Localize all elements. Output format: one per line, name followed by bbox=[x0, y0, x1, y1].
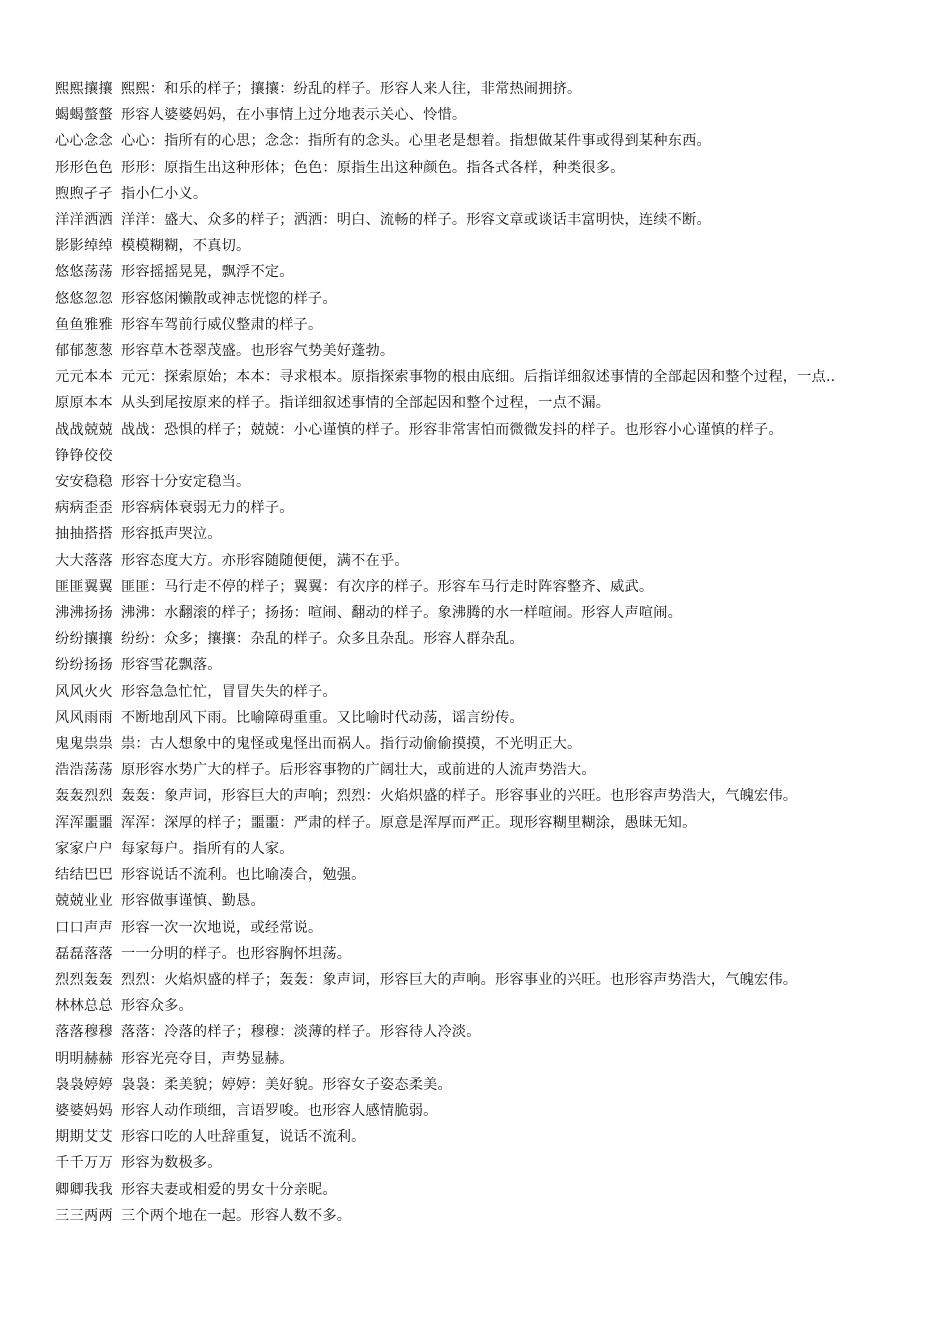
idiom-entry bbox=[55, 1124, 905, 1150]
idiom-term: 抽抽搭搭 bbox=[55, 526, 113, 543]
idiom-definition: 轰轰：象声词，形容巨大的声响；烈烈：火焰炽盛的样子。形容事业的兴旺。也形容声势浩大，气魄宏伟。 bbox=[120, 788, 798, 805]
idiom-term: 悠悠荡荡 bbox=[55, 264, 113, 281]
idiom-term: 悠悠忽忽 bbox=[55, 290, 113, 307]
idiom-definition: 形容为数极多。 bbox=[120, 1155, 222, 1172]
idiom-term: 鬼鬼祟祟 bbox=[55, 736, 113, 753]
idiom-entry bbox=[55, 626, 905, 652]
idiom-definition: 原形容水势广大的样子。后形容事物的广阔壮大，或前进的人流声势浩大。 bbox=[120, 762, 596, 779]
idiom-term: 家家户户 bbox=[55, 840, 113, 857]
idiom-term: 卿卿我我 bbox=[55, 1181, 113, 1198]
idiom-definition: 模模糊糊，不真切。 bbox=[120, 238, 251, 255]
idiom-term: 婆婆妈妈 bbox=[55, 1102, 113, 1119]
idiom-definition: 熙熙：和乐的样子；攘攘：纷乱的样子。形容人来人往，非常热闹拥挤。 bbox=[120, 81, 582, 97]
idiom-entry bbox=[55, 417, 905, 443]
idiom-term: 安安稳稳 bbox=[55, 474, 113, 491]
idiom-definition: 指小仁小义。 bbox=[120, 185, 208, 202]
idiom-definition: 心心：指所有的心思；念念：指所有的念头。心里老是想着。指想做某件事或得到某种东西。 bbox=[120, 133, 711, 150]
idiom-definition: 形容雪花飘落。 bbox=[120, 657, 222, 674]
idiom-term: 原原本本 bbox=[55, 395, 113, 412]
idiom-definition: 形容悠闲懒散或神志恍惚的样子。 bbox=[120, 290, 337, 307]
idiom-term: 风风雨雨 bbox=[55, 709, 113, 726]
idiom-entry bbox=[55, 259, 905, 285]
idiom-entry bbox=[55, 364, 905, 390]
idiom-definition: 形容光亮夺目，声势显赫。 bbox=[120, 1050, 294, 1067]
idiom-term: 沸沸扬扬 bbox=[55, 605, 113, 622]
idiom-entry bbox=[55, 338, 905, 364]
idiom-entry bbox=[55, 1098, 905, 1124]
idiom-entry bbox=[55, 888, 905, 914]
idiom-term: 鱼鱼雅雅 bbox=[55, 316, 113, 333]
idiom-definition: 纷纷：众多；攘攘：杂乱的样子。众多且杂乱。形容人群杂乱。 bbox=[120, 631, 524, 648]
idiom-term: 袅袅婷婷 bbox=[55, 1076, 113, 1093]
idiom-entry bbox=[55, 495, 905, 521]
idiom-definition: 形容夫妻或相爱的男女十分亲昵。 bbox=[120, 1181, 337, 1198]
idiom-definition: 形容车驾前行威仪整肃的样子。 bbox=[120, 316, 323, 333]
idiom-definition: 每家每户。指所有的人家。 bbox=[120, 840, 294, 857]
idiom-definition: 形容摇摇晃晃，飘浮不定。 bbox=[120, 264, 294, 281]
idiom-entry bbox=[55, 941, 905, 967]
idiom-entry bbox=[55, 993, 905, 1019]
idiom-entry bbox=[55, 967, 905, 993]
idiom-entry bbox=[55, 862, 905, 888]
idiom-entry bbox=[55, 286, 905, 312]
idiom-entry bbox=[55, 469, 905, 495]
idiom-term: 浩浩荡荡 bbox=[55, 762, 113, 779]
idiom-term: 烈烈轰轰 bbox=[55, 971, 113, 988]
idiom-entry bbox=[55, 233, 905, 259]
idiom-definition: 洋洋：盛大、众多的样子；洒洒：明白、流畅的样子。形容文章或谈话丰富明快，连续不断。 bbox=[120, 212, 711, 229]
idiom-definition: 形容做事谨慎、勤恳。 bbox=[120, 893, 265, 910]
idiom-definition: 不断地刮风下雨。比喻障碍重重。又比喻时代动荡，谣言纷传。 bbox=[120, 709, 524, 726]
idiom-term: 病病歪歪 bbox=[55, 500, 113, 517]
idiom-entry bbox=[55, 783, 905, 809]
idiom-definition: 形容口吃的人吐辞重复，说话不流利。 bbox=[120, 1129, 366, 1146]
idiom-term: 郁郁葱葱 bbox=[55, 343, 113, 360]
idiom-entry bbox=[55, 102, 905, 128]
idiom-entry bbox=[55, 1019, 905, 1045]
idiom-term: 煦煦孑孑 bbox=[55, 185, 113, 202]
idiom-definition: 形容一次一次地说，或经常说。 bbox=[120, 919, 323, 936]
idiom-entry bbox=[55, 76, 905, 102]
idiom-definition: 形形：原指生出这种形体；色色：原指生出这种颜色。指各式各样，种类很多。 bbox=[120, 159, 625, 176]
idiom-entry bbox=[55, 181, 905, 207]
idiom-definition: 从头到尾按原来的样子。指详细叙述事情的全部起因和整个过程，一点不漏。 bbox=[120, 395, 611, 412]
idiom-entry bbox=[55, 443, 905, 469]
idiom-entry bbox=[55, 757, 905, 783]
idiom-entry bbox=[55, 1150, 905, 1176]
idiom-definition: 形容急急忙忙，冒冒失失的样子。 bbox=[120, 683, 337, 700]
idiom-term: 大大落落 bbox=[55, 552, 113, 569]
idiom-definition: 形容态度大方。亦形容随随便便，满不在乎。 bbox=[120, 552, 409, 569]
idiom-term: 结结巴巴 bbox=[55, 867, 113, 884]
idiom-definition: 形容说话不流利。也比喻凑合，勉强。 bbox=[120, 867, 366, 884]
idiom-term: 期期艾艾 bbox=[55, 1129, 113, 1146]
idiom-term: 落落穆穆 bbox=[55, 1024, 113, 1041]
idiom-entry bbox=[55, 915, 905, 941]
idiom-term: 千千万万 bbox=[55, 1155, 113, 1172]
idiom-entry bbox=[55, 390, 905, 416]
idiom-entry bbox=[55, 1072, 905, 1098]
idiom-definition: 形容人动作琐细，言语罗唆。也形容人感情脆弱。 bbox=[120, 1102, 438, 1119]
idiom-term: 铮铮佼佼 bbox=[55, 447, 113, 464]
idiom-definition: 战战：恐惧的样子；兢兢：小心谨慎的样子。形容非常害怕而微微发抖的样子。也形容小心谨慎的样子。 bbox=[120, 421, 783, 438]
idiom-definition: 一一分明的样子。也形容胸怀坦荡。 bbox=[120, 945, 352, 962]
idiom-term: 浑浑噩噩 bbox=[55, 814, 113, 831]
idiom-term: 三三两两 bbox=[55, 1207, 113, 1224]
idiom-entry bbox=[55, 810, 905, 836]
idiom-entry bbox=[55, 731, 905, 757]
idiom-term: 纷纷扬扬 bbox=[55, 657, 113, 674]
idiom-entry bbox=[55, 548, 905, 574]
idiom-term: 纷纷攘攘 bbox=[55, 631, 113, 648]
idiom-definition: 元元：探索原始；本本：寻求根本。原指探索事物的根由底细。后指详细叙述事情的全部起因和整个过程，一点.. bbox=[120, 369, 836, 386]
idiom-entry bbox=[55, 1046, 905, 1072]
idiom-entry bbox=[55, 679, 905, 705]
idiom-term: 匪匪翼翼 bbox=[55, 578, 113, 595]
idiom-term: 磊磊落落 bbox=[55, 945, 113, 962]
idiom-entry bbox=[55, 128, 905, 154]
idiom-definition: 形容病体衰弱无力的样子。 bbox=[120, 500, 294, 517]
idiom-term: 熙熙攘攘 bbox=[55, 81, 113, 97]
idiom-entry bbox=[55, 521, 905, 547]
idiom-term: 战战兢兢 bbox=[55, 421, 113, 438]
idiom-entry bbox=[55, 207, 905, 233]
idiom-entry bbox=[55, 1177, 905, 1203]
idiom-term: 形形色色 bbox=[55, 159, 113, 176]
idiom-term: 兢兢业业 bbox=[55, 893, 113, 910]
idiom-definition: 祟：古人想象中的鬼怪或鬼怪出而祸人。指行动偷偷摸摸，不光明正大。 bbox=[120, 736, 582, 753]
idiom-definition: 形容众多。 bbox=[120, 998, 193, 1015]
idiom-entry bbox=[55, 836, 905, 862]
idiom-entry bbox=[55, 155, 905, 181]
idiom-list bbox=[55, 76, 905, 1229]
idiom-entry bbox=[55, 1203, 905, 1229]
idiom-definition: 形容十分安定稳当。 bbox=[120, 474, 251, 491]
idiom-term: 元元本本 bbox=[55, 369, 113, 386]
idiom-term: 风风火火 bbox=[55, 683, 113, 700]
idiom-definition: 浑浑：深厚的样子；噩噩：严肃的样子。原意是浑厚而严正。现形容糊里糊涂，愚昧无知。 bbox=[120, 814, 697, 831]
idiom-definition: 三个两个地在一起。形容人数不多。 bbox=[120, 1207, 352, 1224]
idiom-entry bbox=[55, 600, 905, 626]
idiom-term: 林林总总 bbox=[55, 998, 113, 1015]
idiom-entry bbox=[55, 312, 905, 338]
idiom-term: 蝎蝎螫螫 bbox=[55, 107, 113, 124]
idiom-definition: 袅袅：柔美貌；婷婷：美好貌。形容女子姿态柔美。 bbox=[120, 1076, 452, 1093]
idiom-definition: 形容草木苍翠茂盛。也形容气势美好蓬勃。 bbox=[120, 343, 395, 360]
idiom-definition: 沸沸：水翻滚的样子；扬扬：喧闹、翻动的样子。象沸腾的水一样喧闹。形容人声喧闹。 bbox=[120, 605, 683, 622]
idiom-term: 口口声声 bbox=[55, 919, 113, 936]
idiom-term: 明明赫赫 bbox=[55, 1050, 113, 1067]
idiom-term: 心心念念 bbox=[55, 133, 113, 150]
idiom-entry bbox=[55, 705, 905, 731]
idiom-definition: 形容人婆婆妈妈，在小事情上过分地表示关心、怜惜。 bbox=[120, 107, 467, 124]
idiom-term: 影影绰绰 bbox=[55, 238, 113, 255]
idiom-definition: 形容抵声哭泣。 bbox=[120, 526, 222, 543]
idiom-term: 轰轰烈烈 bbox=[55, 788, 113, 805]
idiom-definition: 匪匪：马行走不停的样子；翼翼：有次序的样子。形容车马行走时阵容整齐、威武。 bbox=[120, 578, 654, 595]
idiom-entry bbox=[55, 574, 905, 600]
idiom-entry bbox=[55, 652, 905, 678]
idiom-definition: 落落：冷落的样子；穆穆：淡薄的样子。形容待人冷淡。 bbox=[120, 1024, 481, 1041]
idiom-term: 洋洋洒洒 bbox=[55, 212, 113, 229]
idiom-definition: 烈烈：火焰炽盛的样子；轰轰：象声词，形容巨大的声响。形容事业的兴旺。也形容声势浩大，气魄宏伟。 bbox=[120, 971, 798, 988]
